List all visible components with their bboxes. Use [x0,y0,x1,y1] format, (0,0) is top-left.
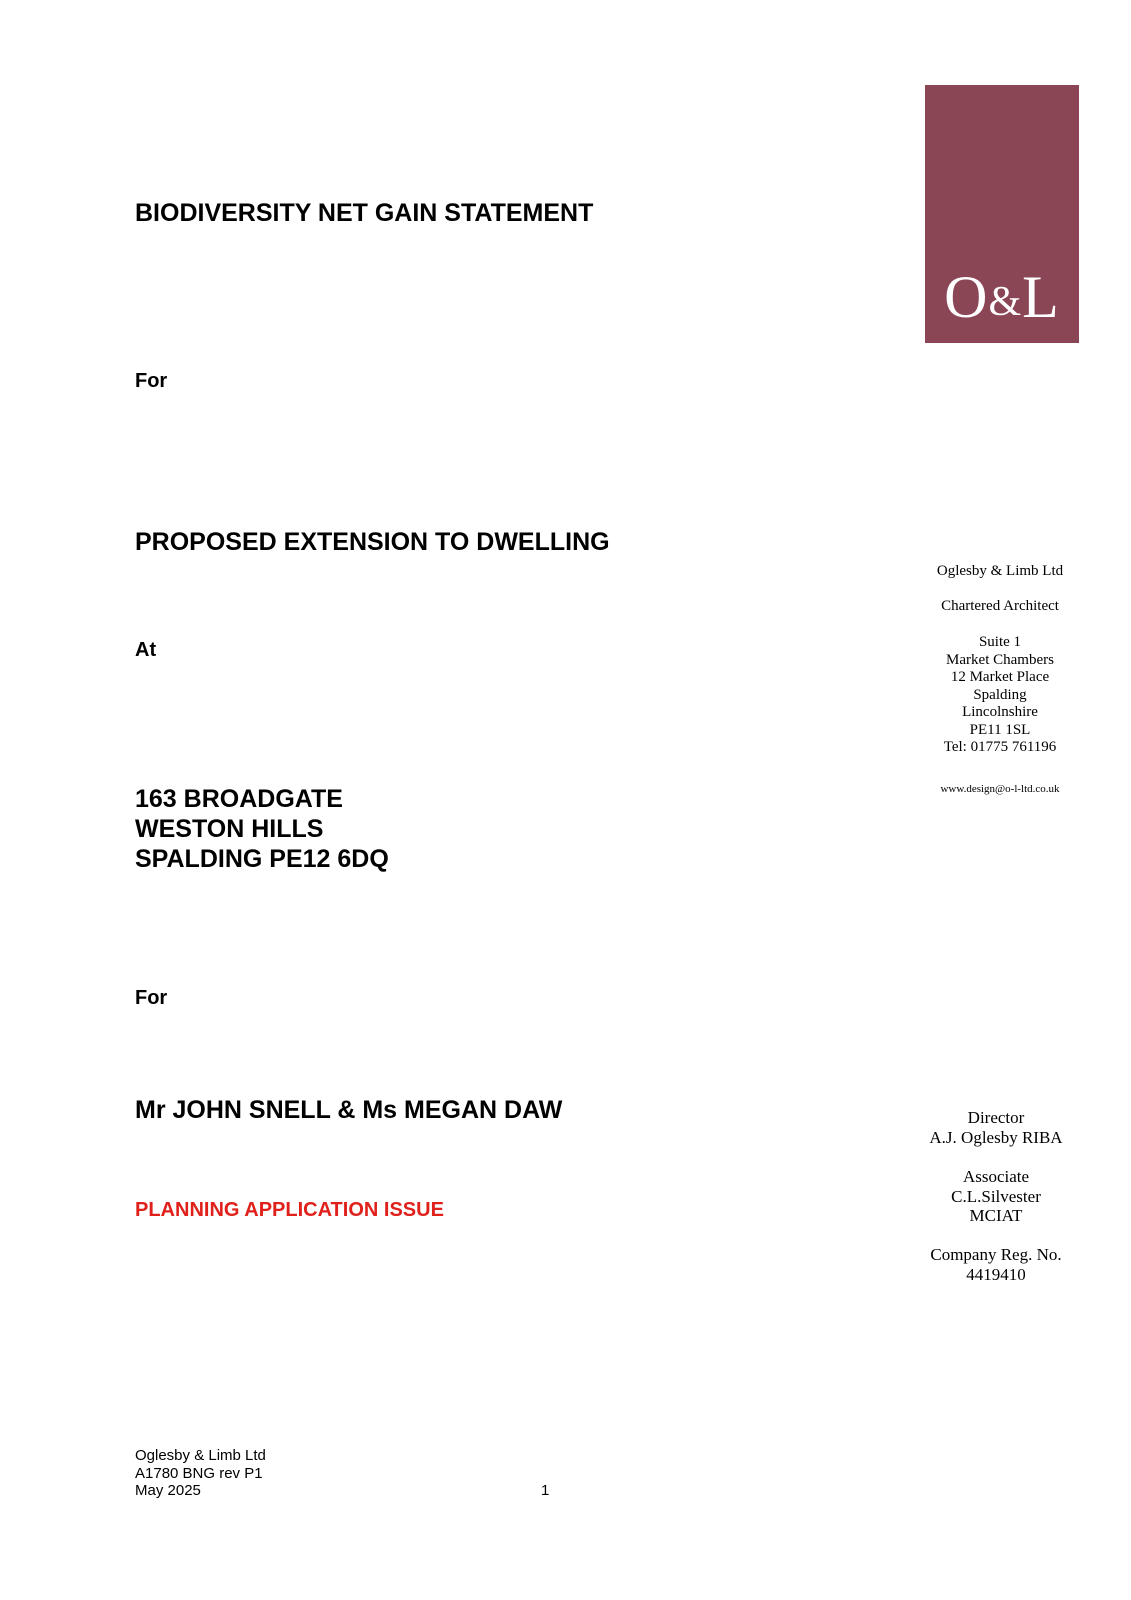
address-line: 163 BROADGATE [135,785,343,813]
firm-address-line: Lincolnshire [962,704,1038,720]
firm-telephone: Tel: 01775 761196 [943,739,1057,755]
firm-profession: Chartered Architect [941,598,1059,614]
director-name: A.J. Oglesby RIBA [929,1127,1063,1147]
document-title: BIODIVERSITY NET GAIN STATEMENT [135,199,594,227]
company-reg-number: 4419410 [966,1264,1026,1284]
associate-name: C.L.Silvester [951,1186,1041,1206]
issue-status: PLANNING APPLICATION ISSUE [135,1199,444,1221]
director-block [896,1108,1096,1147]
footer-date: May 2025 [135,1482,201,1499]
project-description: PROPOSED EXTENSION TO DWELLING [135,528,610,556]
firm-address-line: 12 Market Place [950,669,1050,685]
firm-address-line: Spalding [973,686,1027,703]
address-line: SPALDING PE12 6DQ [135,845,389,873]
firm-address [900,634,1100,757]
logo-letter-l: L [1022,264,1060,330]
company-logo [925,85,1079,343]
page-number: 1 [541,1482,550,1499]
footer-company: Oglesby & Limb Ltd [135,1447,266,1464]
firm-address-line: Suite 1 [978,634,1022,650]
firm-address-line: PE11 1SL [969,721,1031,738]
client-name: Mr JOHN SNELL & Ms MEGAN DAW [135,1096,563,1124]
site-address [135,784,389,874]
firm-address-line: Market Chambers [946,651,1054,668]
associate-block [896,1167,1096,1226]
associate-title: Associate [962,1167,1030,1186]
firm-web: www.design@o-l-ltd.co.uk [940,783,1060,795]
logo-ampersand: & [988,279,1023,325]
logo-letter-o: O [944,264,989,330]
director-title: Director [967,1108,1025,1127]
for-label-client: For [135,987,168,1009]
page-footer [135,1447,266,1500]
logo-wordmark [925,262,1079,337]
associate-qualification: MCIAT [969,1206,1023,1225]
company-reg-label: Company Reg. No. [930,1245,1062,1264]
company-registration [896,1245,1096,1284]
at-label: At [135,639,157,661]
footer-reference: A1780 BNG rev P1 [135,1464,263,1482]
address-line: WESTON HILLS [135,815,324,843]
firm-name: Oglesby & Limb Ltd [936,563,1064,579]
for-label: For [135,370,168,392]
